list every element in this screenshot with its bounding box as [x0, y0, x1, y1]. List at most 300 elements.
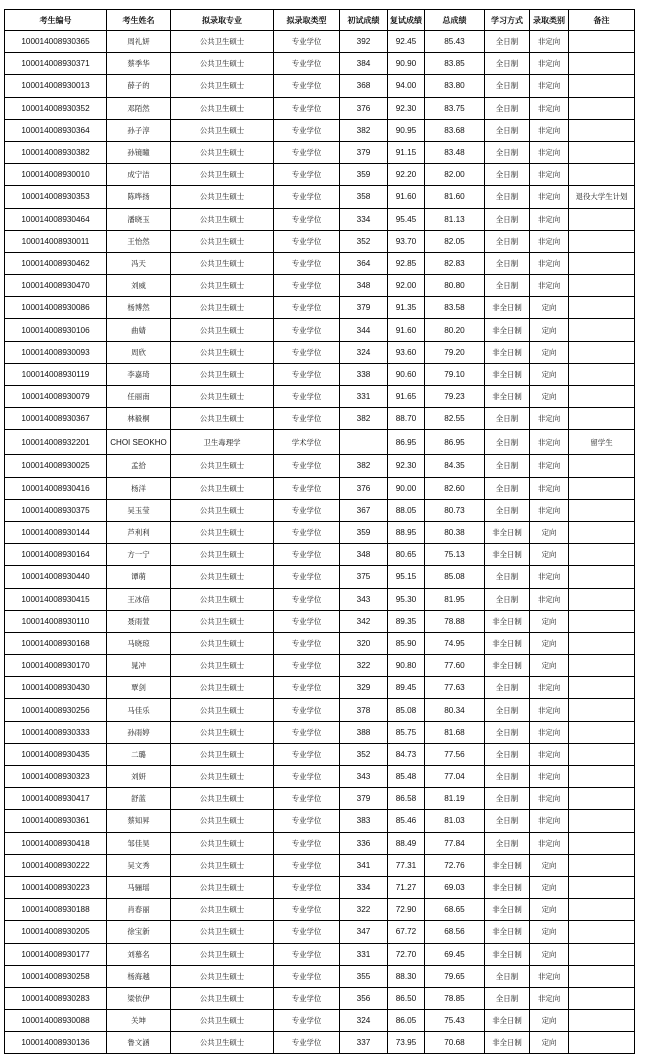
exam-id-cell: 100014008930352 — [5, 97, 107, 119]
admission-category-cell: 非定向 — [530, 252, 569, 274]
degree-type-cell: 专业学位 — [274, 521, 340, 543]
name-cell: 徐宝新 — [107, 921, 171, 943]
retest-score-cell: 92.00 — [388, 275, 425, 297]
total-score-cell: 68.65 — [425, 899, 485, 921]
total-score-cell: 81.13 — [425, 208, 485, 230]
name-cell: 芦利利 — [107, 521, 171, 543]
study-mode-cell: 非全日制 — [485, 363, 530, 385]
retest-score-cell: 73.95 — [388, 1032, 425, 1054]
initial-score-cell: 379 — [340, 788, 388, 810]
study-mode-cell: 非全日制 — [485, 854, 530, 876]
name-cell: 周礼妍 — [107, 31, 171, 53]
major-cell: 公共卫生硕士 — [171, 186, 274, 208]
table-row — [5, 186, 635, 208]
total-score-cell: 82.55 — [425, 408, 485, 430]
major-cell: 公共卫生硕士 — [171, 521, 274, 543]
study-mode-cell: 全日制 — [485, 75, 530, 97]
exam-id-cell: 100014008930010 — [5, 164, 107, 186]
major-cell: 公共卫生硕士 — [171, 632, 274, 654]
study-mode-cell: 非全日制 — [485, 319, 530, 341]
table-row — [5, 141, 635, 163]
table-row — [5, 230, 635, 252]
initial-score-cell: 368 — [340, 75, 388, 97]
header-major: 拟录取专业 — [171, 10, 274, 31]
major-cell: 公共卫生硕士 — [171, 854, 274, 876]
admission-category-cell: 定向 — [530, 319, 569, 341]
admission-category-cell: 非定向 — [530, 588, 569, 610]
header-degree-type: 拟录取类型 — [274, 10, 340, 31]
admission-category-cell: 非定向 — [530, 75, 569, 97]
exam-id-cell: 100014008930222 — [5, 854, 107, 876]
study-mode-cell: 非全日制 — [485, 341, 530, 363]
study-mode-cell: 全日制 — [485, 408, 530, 430]
retest-score-cell: 86.95 — [388, 430, 425, 455]
degree-type-cell: 专业学位 — [274, 766, 340, 788]
exam-id-cell: 100014008930011 — [5, 230, 107, 252]
major-cell: 公共卫生硕士 — [171, 721, 274, 743]
study-mode-cell: 非全日制 — [485, 521, 530, 543]
study-mode-cell: 全日制 — [485, 721, 530, 743]
table-row — [5, 499, 635, 521]
remarks-cell — [569, 230, 635, 252]
retest-score-cell: 86.50 — [388, 987, 425, 1009]
major-cell: 公共卫生硕士 — [171, 275, 274, 297]
name-cell: CHOI SEOKHO — [107, 430, 171, 455]
total-score-cell: 81.95 — [425, 588, 485, 610]
total-score-cell: 77.04 — [425, 766, 485, 788]
admission-category-cell: 非定向 — [530, 230, 569, 252]
major-cell: 公共卫生硕士 — [171, 788, 274, 810]
total-score-cell: 84.35 — [425, 455, 485, 477]
retest-score-cell: 88.95 — [388, 521, 425, 543]
exam-id-cell: 100014008930256 — [5, 699, 107, 721]
initial-score-cell: 359 — [340, 521, 388, 543]
study-mode-cell: 全日制 — [485, 455, 530, 477]
table-row — [5, 743, 635, 765]
exam-id-cell: 100014008930177 — [5, 943, 107, 965]
degree-type-cell: 专业学位 — [274, 610, 340, 632]
remarks-cell — [569, 408, 635, 430]
major-cell: 公共卫生硕士 — [171, 965, 274, 987]
admission-category-cell: 非定向 — [530, 164, 569, 186]
table-row — [5, 721, 635, 743]
total-score-cell: 80.38 — [425, 521, 485, 543]
admission-category-cell: 非定向 — [530, 97, 569, 119]
admission-category-cell: 非定向 — [530, 208, 569, 230]
total-score-cell: 85.43 — [425, 31, 485, 53]
retest-score-cell: 71.27 — [388, 876, 425, 898]
admission-category-cell: 定向 — [530, 610, 569, 632]
name-cell: 马骊瑶 — [107, 876, 171, 898]
major-cell: 公共卫生硕士 — [171, 677, 274, 699]
header-remarks: 备注 — [569, 10, 635, 31]
degree-type-cell: 专业学位 — [274, 275, 340, 297]
remarks-cell — [569, 588, 635, 610]
table-row — [5, 31, 635, 53]
study-mode-cell: 全日制 — [485, 164, 530, 186]
exam-id-cell: 100014008930013 — [5, 75, 107, 97]
header-initial-score: 初试成绩 — [340, 10, 388, 31]
degree-type-cell: 专业学位 — [274, 363, 340, 385]
exam-id-cell: 100014008930086 — [5, 297, 107, 319]
exam-id-cell: 100014008930106 — [5, 319, 107, 341]
exam-id-cell: 100014008930416 — [5, 477, 107, 499]
admission-category-cell: 定向 — [530, 655, 569, 677]
initial-score-cell: 337 — [340, 1032, 388, 1054]
major-cell: 公共卫生硕士 — [171, 230, 274, 252]
exam-id-cell: 100014008930333 — [5, 721, 107, 743]
degree-type-cell: 专业学位 — [274, 75, 340, 97]
admission-category-cell: 非定向 — [530, 832, 569, 854]
study-mode-cell: 全日制 — [485, 743, 530, 765]
name-cell: 舒蓝 — [107, 788, 171, 810]
exam-id-cell: 100014008930205 — [5, 921, 107, 943]
initial-score-cell: 331 — [340, 386, 388, 408]
retest-score-cell: 91.60 — [388, 319, 425, 341]
header-admission-category: 录取类别 — [530, 10, 569, 31]
name-cell: 马晓琼 — [107, 632, 171, 654]
major-cell: 公共卫生硕士 — [171, 75, 274, 97]
initial-score-cell: 375 — [340, 566, 388, 588]
study-mode-cell: 非全日制 — [485, 632, 530, 654]
exam-id-cell: 100014008930470 — [5, 275, 107, 297]
remarks-cell — [569, 97, 635, 119]
major-cell: 公共卫生硕士 — [171, 119, 274, 141]
major-cell: 公共卫生硕士 — [171, 876, 274, 898]
admission-category-cell: 非定向 — [530, 455, 569, 477]
remarks-cell: 退役大学生计划 — [569, 186, 635, 208]
degree-type-cell: 专业学位 — [274, 544, 340, 566]
remarks-cell — [569, 275, 635, 297]
retest-score-cell: 80.65 — [388, 544, 425, 566]
table-row — [5, 832, 635, 854]
table-row — [5, 699, 635, 721]
remarks-cell — [569, 141, 635, 163]
degree-type-cell: 专业学位 — [274, 341, 340, 363]
total-score-cell: 83.58 — [425, 297, 485, 319]
degree-type-cell: 专业学位 — [274, 386, 340, 408]
exam-id-cell: 100014008930435 — [5, 743, 107, 765]
remarks-cell — [569, 566, 635, 588]
retest-score-cell: 88.49 — [388, 832, 425, 854]
retest-score-cell: 88.70 — [388, 408, 425, 430]
major-cell: 公共卫生硕士 — [171, 499, 274, 521]
degree-type-cell: 专业学位 — [274, 965, 340, 987]
name-cell: 覃剑 — [107, 677, 171, 699]
retest-score-cell: 90.90 — [388, 53, 425, 75]
admission-category-cell: 非定向 — [530, 810, 569, 832]
initial-score-cell: 324 — [340, 341, 388, 363]
major-cell: 公共卫生硕士 — [171, 588, 274, 610]
remarks-cell — [569, 810, 635, 832]
degree-type-cell: 专业学位 — [274, 699, 340, 721]
remarks-cell — [569, 632, 635, 654]
total-score-cell: 82.05 — [425, 230, 485, 252]
major-cell: 公共卫生硕士 — [171, 408, 274, 430]
initial-score-cell: 379 — [340, 297, 388, 319]
exam-id-cell: 100014008930367 — [5, 408, 107, 430]
admission-category-cell: 定向 — [530, 1032, 569, 1054]
name-cell: 刘威 — [107, 275, 171, 297]
remarks-cell — [569, 208, 635, 230]
table-row — [5, 1032, 635, 1054]
total-score-cell: 81.19 — [425, 788, 485, 810]
admission-category-cell: 非定向 — [530, 31, 569, 53]
initial-score-cell: 382 — [340, 455, 388, 477]
remarks-cell — [569, 1032, 635, 1054]
exam-id-cell: 100014008930093 — [5, 341, 107, 363]
major-cell: 公共卫生硕士 — [171, 164, 274, 186]
major-cell: 公共卫生硕士 — [171, 208, 274, 230]
name-cell: 关坤 — [107, 1010, 171, 1032]
header-study-mode: 学习方式 — [485, 10, 530, 31]
initial-score-cell: 384 — [340, 53, 388, 75]
name-cell: 梁依伊 — [107, 987, 171, 1009]
name-cell: 吴文秀 — [107, 854, 171, 876]
table-row — [5, 987, 635, 1009]
degree-type-cell: 专业学位 — [274, 743, 340, 765]
initial-score-cell: 322 — [340, 655, 388, 677]
admission-category-cell: 定向 — [530, 632, 569, 654]
total-score-cell: 77.84 — [425, 832, 485, 854]
remarks-cell — [569, 53, 635, 75]
major-cell: 卫生毒理学 — [171, 430, 274, 455]
degree-type-cell: 专业学位 — [274, 721, 340, 743]
admission-category-cell: 非定向 — [530, 141, 569, 163]
degree-type-cell: 专业学位 — [274, 455, 340, 477]
table-row — [5, 632, 635, 654]
major-cell: 公共卫生硕士 — [171, 53, 274, 75]
exam-id-cell: 100014008930144 — [5, 521, 107, 543]
initial-score-cell: 334 — [340, 876, 388, 898]
admission-category-cell: 非定向 — [530, 499, 569, 521]
study-mode-cell: 全日制 — [485, 252, 530, 274]
degree-type-cell: 专业学位 — [274, 632, 340, 654]
table-row — [5, 788, 635, 810]
remarks-cell — [569, 1010, 635, 1032]
study-mode-cell: 全日制 — [485, 677, 530, 699]
retest-score-cell: 72.90 — [388, 899, 425, 921]
degree-type-cell: 专业学位 — [274, 208, 340, 230]
major-cell: 公共卫生硕士 — [171, 252, 274, 274]
degree-type-cell: 专业学位 — [274, 319, 340, 341]
initial-score-cell: 331 — [340, 943, 388, 965]
initial-score-cell: 367 — [340, 499, 388, 521]
remarks-cell — [569, 363, 635, 385]
total-score-cell: 82.60 — [425, 477, 485, 499]
major-cell: 公共卫生硕士 — [171, 363, 274, 385]
admission-category-cell: 定向 — [530, 341, 569, 363]
exam-id-cell: 100014008930365 — [5, 31, 107, 53]
retest-score-cell: 77.31 — [388, 854, 425, 876]
name-cell: 孟拾 — [107, 455, 171, 477]
initial-score-cell: 376 — [340, 97, 388, 119]
study-mode-cell: 全日制 — [485, 53, 530, 75]
degree-type-cell: 专业学位 — [274, 921, 340, 943]
initial-score-cell: 322 — [340, 899, 388, 921]
degree-type-cell: 专业学位 — [274, 164, 340, 186]
major-cell: 公共卫生硕士 — [171, 655, 274, 677]
retest-score-cell: 86.05 — [388, 1010, 425, 1032]
retest-score-cell: 90.60 — [388, 363, 425, 385]
total-score-cell: 83.80 — [425, 75, 485, 97]
degree-type-cell: 学术学位 — [274, 430, 340, 455]
study-mode-cell: 全日制 — [485, 699, 530, 721]
name-cell: 杨海越 — [107, 965, 171, 987]
initial-score-cell: 338 — [340, 363, 388, 385]
exam-id-cell: 100014008930382 — [5, 141, 107, 163]
retest-score-cell: 91.35 — [388, 297, 425, 319]
major-cell: 公共卫生硕士 — [171, 699, 274, 721]
degree-type-cell: 专业学位 — [274, 788, 340, 810]
remarks-cell — [569, 341, 635, 363]
name-cell: 曲婧 — [107, 319, 171, 341]
name-cell: 邓陌然 — [107, 97, 171, 119]
admission-category-cell: 定向 — [530, 943, 569, 965]
initial-score-cell: 388 — [340, 721, 388, 743]
degree-type-cell: 专业学位 — [274, 141, 340, 163]
table-row — [5, 521, 635, 543]
study-mode-cell: 全日制 — [485, 810, 530, 832]
name-cell: 王怡然 — [107, 230, 171, 252]
major-cell: 公共卫生硕士 — [171, 544, 274, 566]
name-cell: 孙雨婷 — [107, 721, 171, 743]
total-score-cell: 80.80 — [425, 275, 485, 297]
table-row — [5, 319, 635, 341]
table-row — [5, 164, 635, 186]
initial-score-cell: 336 — [340, 832, 388, 854]
name-cell: 孙子淳 — [107, 119, 171, 141]
name-cell: 谭萌 — [107, 566, 171, 588]
total-score-cell: 80.34 — [425, 699, 485, 721]
name-cell: 蔡季华 — [107, 53, 171, 75]
name-cell: 杨洋 — [107, 477, 171, 499]
initial-score-cell: 392 — [340, 31, 388, 53]
admission-category-cell: 非定向 — [530, 477, 569, 499]
name-cell: 林毅桐 — [107, 408, 171, 430]
remarks-cell — [569, 943, 635, 965]
name-cell: 潘晓玉 — [107, 208, 171, 230]
exam-id-cell: 100014008930375 — [5, 499, 107, 521]
study-mode-cell: 全日制 — [485, 766, 530, 788]
study-mode-cell: 非全日制 — [485, 386, 530, 408]
table-row — [5, 53, 635, 75]
retest-score-cell: 88.05 — [388, 499, 425, 521]
exam-id-cell: 100014008930283 — [5, 987, 107, 1009]
remarks-cell — [569, 699, 635, 721]
total-score-cell: 70.68 — [425, 1032, 485, 1054]
study-mode-cell: 全日制 — [485, 275, 530, 297]
study-mode-cell: 全日制 — [485, 588, 530, 610]
header-name: 考生姓名 — [107, 10, 171, 31]
name-cell: 李嘉琦 — [107, 363, 171, 385]
table-row — [5, 921, 635, 943]
study-mode-cell: 全日制 — [485, 499, 530, 521]
major-cell: 公共卫生硕士 — [171, 1010, 274, 1032]
admission-category-cell: 非定向 — [530, 53, 569, 75]
name-cell: 刘妍 — [107, 766, 171, 788]
admission-category-cell: 定向 — [530, 544, 569, 566]
admission-category-cell: 定向 — [530, 363, 569, 385]
retest-score-cell: 90.80 — [388, 655, 425, 677]
admission-category-cell: 定向 — [530, 1010, 569, 1032]
retest-score-cell: 93.60 — [388, 341, 425, 363]
remarks-cell — [569, 987, 635, 1009]
admission-category-cell: 非定向 — [530, 721, 569, 743]
name-cell: 杨博然 — [107, 297, 171, 319]
retest-score-cell: 72.70 — [388, 943, 425, 965]
table-row — [5, 876, 635, 898]
study-mode-cell: 非全日制 — [485, 876, 530, 898]
remarks-cell — [569, 921, 635, 943]
study-mode-cell: 全日制 — [485, 97, 530, 119]
degree-type-cell: 专业学位 — [274, 1032, 340, 1054]
study-mode-cell: 全日制 — [485, 230, 530, 252]
degree-type-cell: 专业学位 — [274, 677, 340, 699]
table-row — [5, 363, 635, 385]
exam-id-cell: 100014008930168 — [5, 632, 107, 654]
table-row — [5, 1010, 635, 1032]
name-cell: 任丽南 — [107, 386, 171, 408]
major-cell: 公共卫生硕士 — [171, 766, 274, 788]
remarks-cell — [569, 75, 635, 97]
remarks-cell — [569, 610, 635, 632]
study-mode-cell: 全日制 — [485, 31, 530, 53]
table-row — [5, 610, 635, 632]
degree-type-cell: 专业学位 — [274, 186, 340, 208]
remarks-cell — [569, 766, 635, 788]
remarks-cell — [569, 31, 635, 53]
retest-score-cell: 85.75 — [388, 721, 425, 743]
exam-id-cell: 100014008930361 — [5, 810, 107, 832]
remarks-cell — [569, 721, 635, 743]
table-row — [5, 766, 635, 788]
exam-id-cell: 100014008930440 — [5, 566, 107, 588]
retest-score-cell: 85.90 — [388, 632, 425, 654]
admission-category-cell: 定向 — [530, 854, 569, 876]
retest-score-cell: 89.45 — [388, 677, 425, 699]
name-cell: 成宁洁 — [107, 164, 171, 186]
major-cell: 公共卫生硕士 — [171, 97, 274, 119]
retest-score-cell: 95.15 — [388, 566, 425, 588]
table-row — [5, 119, 635, 141]
initial-score-cell: 356 — [340, 987, 388, 1009]
table-row — [5, 588, 635, 610]
major-cell: 公共卫生硕士 — [171, 141, 274, 163]
retest-score-cell: 92.45 — [388, 31, 425, 53]
initial-score-cell — [340, 430, 388, 455]
exam-id-cell: 100014008930110 — [5, 610, 107, 632]
total-score-cell: 78.88 — [425, 610, 485, 632]
initial-score-cell: 382 — [340, 119, 388, 141]
initial-score-cell: 343 — [340, 766, 388, 788]
table-row — [5, 297, 635, 319]
name-cell: 孙镜瞳 — [107, 141, 171, 163]
total-score-cell: 81.60 — [425, 186, 485, 208]
initial-score-cell: 347 — [340, 921, 388, 943]
total-score-cell: 83.85 — [425, 53, 485, 75]
degree-type-cell: 专业学位 — [274, 943, 340, 965]
study-mode-cell: 全日制 — [485, 832, 530, 854]
remarks-cell — [569, 544, 635, 566]
admission-list-sheet — [4, 9, 635, 1054]
retest-score-cell: 95.30 — [388, 588, 425, 610]
exam-id-cell: 100014008930025 — [5, 455, 107, 477]
study-mode-cell: 全日制 — [485, 430, 530, 455]
remarks-cell: 留学生 — [569, 430, 635, 455]
study-mode-cell: 非全日制 — [485, 899, 530, 921]
exam-id-cell: 100014008930364 — [5, 119, 107, 141]
